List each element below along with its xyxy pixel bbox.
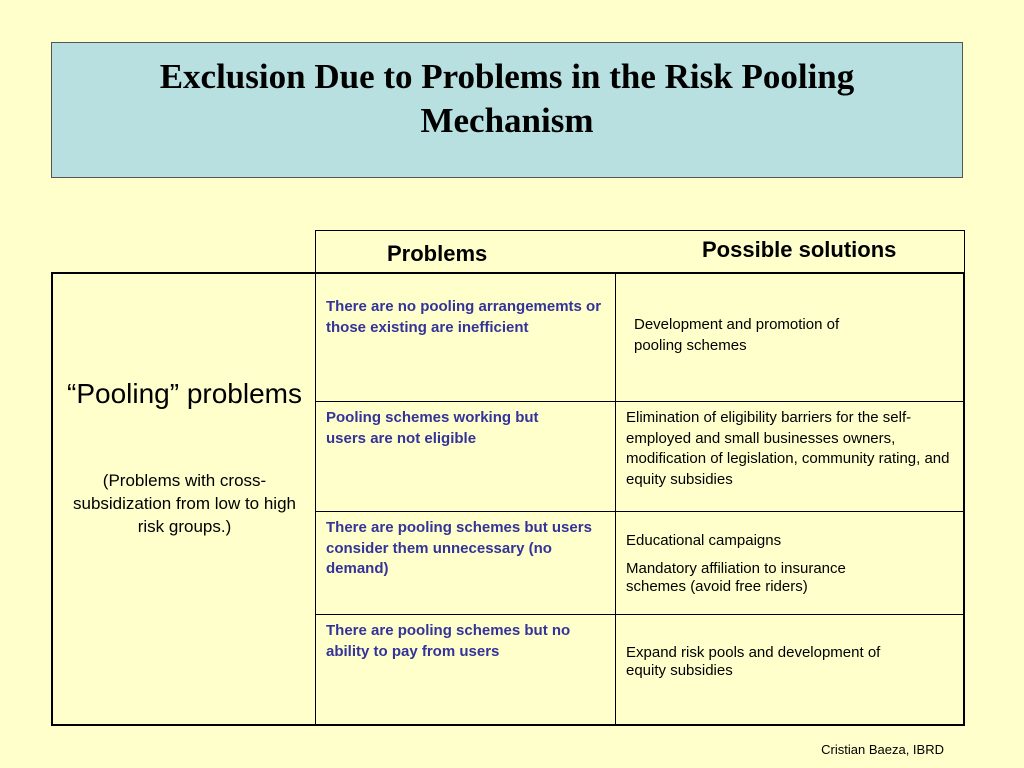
solution-cell (616, 274, 963, 401)
title-box (51, 42, 963, 178)
problems-table (51, 272, 965, 726)
solution-text: Elimination of eligibility barriers for the self-employed and small businesses owners, modification of legislation, community rating, and equity subsidies (626, 409, 950, 488)
header-problems: Problems (387, 241, 488, 266)
category-description: (Problems with cross-subsidization from low to high risk groups.) (72, 471, 296, 536)
table-row (316, 402, 963, 512)
problem-cell: There are no pooling arrangememts or those existing are inefficient (316, 274, 616, 401)
solution-text: Mandatory affiliation to insurance schemes (avoid free riders) (626, 560, 846, 595)
solution-text: Educational campaigns (626, 532, 782, 549)
solution-cell (616, 512, 963, 614)
solution-cell (616, 402, 963, 511)
problem-cell: There are pooling schemes but users consider them unnecessary (no demand) (316, 512, 616, 614)
category-cell (53, 274, 316, 724)
slide-title: Exclusion Due to Problems in the Risk Pooling Mechanism (159, 57, 855, 140)
solution-text: Expand risk pools and development of equity subsidies (626, 644, 881, 679)
table-row (316, 274, 963, 402)
solution-text: Development and promotion of pooling schemes (634, 316, 840, 354)
table-row (316, 615, 963, 724)
problem-cell: There are pooling schemes but no ability to pay from users (316, 615, 616, 724)
problem-cell: Pooling schemes working but users are not eligible (316, 402, 616, 511)
table-row (316, 512, 963, 615)
solution-cell (616, 615, 963, 724)
category-label: “Pooling” problems (67, 378, 302, 409)
author-credit: Cristian Baeza, IBRD (821, 742, 944, 757)
table-header-row (315, 230, 965, 273)
header-solutions: Possible solutions (702, 237, 897, 262)
